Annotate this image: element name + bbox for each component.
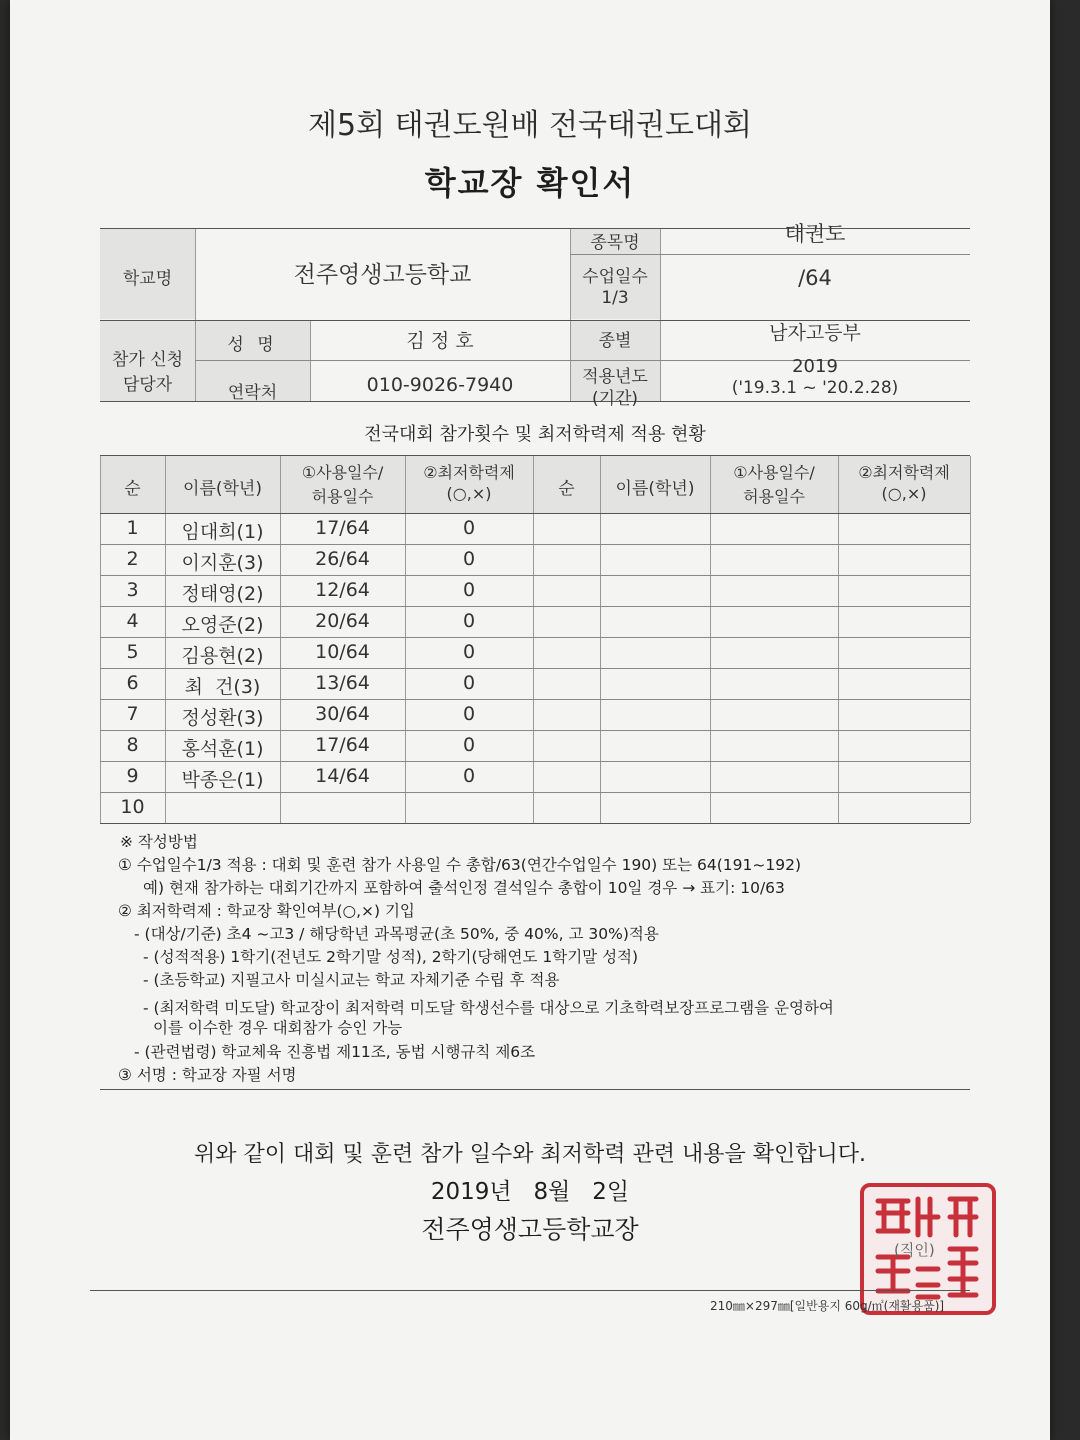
row-days: 13/64 [315, 672, 370, 694]
row-min: 0 [462, 641, 476, 663]
confirmation-date: 2019년 8월 2일 [430, 1179, 630, 1205]
row-min: 0 [462, 672, 476, 694]
row-name: 정성환(3) [181, 707, 264, 729]
row-order: 6 [126, 672, 139, 694]
note-2-law: - (관련법령) 학교체육 진흥법 제11조, 동법 시행규칙 제6조 [134, 1043, 536, 1061]
row-days: 30/64 [315, 703, 370, 725]
table-row-line [100, 513, 970, 514]
row-name: 임대희(1) [181, 521, 264, 543]
notes-heading: ※ 작성방법 [120, 833, 198, 851]
table-row-line [100, 699, 970, 700]
table-row-line [100, 761, 970, 762]
document-subtitle: 학교장 확인서 [424, 164, 636, 202]
header-min-right: ②최저학력제 [858, 463, 950, 482]
days-label: 수업일수 [582, 267, 648, 287]
row-days: 17/64 [315, 734, 370, 756]
year-period-value: ('19.3.1 ~ '20.2.28) [731, 378, 899, 398]
year-value: 2019 [792, 356, 838, 377]
row-name: 오영준(2) [181, 614, 264, 636]
table-row-line [100, 544, 970, 545]
header-order: 순 [124, 479, 141, 499]
table-column-line [600, 456, 601, 823]
document-title: 제5회 태권도원배 전국태권도대회 [308, 108, 752, 143]
header-min: ②최저학력제 [423, 463, 515, 482]
row-min: 0 [462, 517, 476, 539]
note-2: ② 최저학력제 : 학교장 확인여부(○,×) 기입 [118, 902, 415, 920]
row-days: 26/64 [315, 548, 370, 570]
row-min: 0 [462, 610, 476, 632]
info-divider [195, 229, 196, 401]
table-row-line [100, 637, 970, 638]
row-name: 이지훈(3) [181, 552, 264, 574]
row-order: 9 [126, 765, 139, 787]
row-name: 최 건(3) [184, 676, 261, 698]
header-days-2: 허용일수 [311, 487, 374, 506]
table-row-line [100, 606, 970, 607]
row-days: 10/64 [315, 641, 370, 663]
seal-label: (직인) [894, 1241, 935, 1259]
row-order: 7 [126, 703, 139, 725]
row-min: 0 [462, 579, 476, 601]
applicant-label-2: 담당자 [122, 375, 173, 395]
row-min: 0 [462, 765, 476, 787]
note-2-below: - (최저학력 미도달) 학교장이 최저학력 미도달 학생선수를 대상으로 기초학력보장프로그램을 운영하여 [143, 999, 834, 1017]
row-days: 17/64 [315, 517, 370, 539]
header-name-right: 이름(학년) [615, 479, 695, 499]
table-row-line [100, 823, 970, 824]
header-order-right: 순 [558, 479, 575, 499]
table-column-line [710, 456, 711, 823]
gender-value: 남자고등부 [769, 322, 861, 344]
row-order: 10 [120, 796, 145, 818]
table-column-line [970, 456, 971, 823]
note-2-grades: - (성적적용) 1학기(전년도 2학기말 성적), 2학기(당해연도 1학기말 성적) [143, 948, 639, 966]
header-days-right-2: 허용일수 [743, 487, 805, 506]
notes-bottom-border [100, 1089, 970, 1090]
table-row-line [100, 792, 970, 793]
row-name: 정태영(2) [181, 583, 264, 605]
document-page [10, 0, 1050, 1440]
days-ratio-label: 1/3 [601, 288, 629, 308]
confirmation-statement: 위와 같이 대회 및 훈련 참가 일수와 최저학력 관련 내용을 확인합니다. [194, 1142, 866, 1167]
row-min: 0 [462, 548, 476, 570]
note-2-target: - (대상/기준) 초4 ~고3 / 해당학년 과목평균(초 50%, 중 40%, 고 30%)적용 [134, 925, 659, 943]
row-days: 20/64 [315, 610, 370, 632]
note-3: ③ 서명 : 학교장 자필 서명 [118, 1066, 297, 1084]
days-value: /64 [798, 266, 832, 290]
header-days: ①사용일수/ [301, 463, 384, 482]
row-days: 14/64 [315, 765, 370, 787]
info-row-line [570, 254, 970, 255]
year-label: 적용년도 [582, 367, 648, 387]
name-label: 성 명 [227, 335, 278, 355]
row-name: 김용현(2) [181, 645, 264, 667]
header-days-right: ①사용일수/ [733, 463, 815, 482]
note-1: ① 수업일수1/3 적용 : 대회 및 훈련 참가 사용일 수 총합/63(연간수업일수 190) 또는 64(191~192) [118, 856, 801, 874]
table-section-title: 전국대회 참가횟수 및 최저학력제 적용 현황 [364, 424, 706, 445]
paper-spec: 210㎜×297㎜[일반용지 60g/㎡(재활용품)] [710, 1299, 945, 1313]
row-name: 박종은(1) [181, 769, 264, 791]
row-order: 4 [126, 610, 139, 632]
event-label: 종목명 [590, 233, 640, 253]
school-value: 전주영생고등학교 [293, 262, 472, 288]
contact-value: 010-9026-7940 [366, 374, 514, 396]
row-order: 1 [126, 517, 139, 539]
header-min-2: (○,×) [446, 484, 492, 503]
table-column-line [838, 456, 839, 823]
applicant-label: 참가 신청 [111, 350, 184, 370]
row-min: 0 [462, 703, 476, 725]
school-label: 학교명 [122, 269, 173, 289]
header-name: 이름(학년) [183, 479, 262, 499]
gender-label: 종별 [598, 331, 632, 351]
note-1-example: 예) 현재 참가하는 대회기간까지 포함하여 출석인정 결석일수 총합이 10일 경우 → 표기: 10/63 [143, 879, 785, 897]
event-value: 태권도 [784, 222, 846, 246]
row-order: 3 [126, 579, 139, 601]
footer-rule [90, 1290, 970, 1291]
row-order: 2 [126, 548, 139, 570]
table-column-line [533, 456, 534, 823]
note-2-below-2: 이를 이수한 경우 대회참가 승인 가능 [153, 1019, 403, 1037]
header-min-right-2: (○,×) [881, 484, 927, 503]
official-seal [860, 1183, 996, 1315]
row-order: 8 [126, 734, 139, 756]
row-days: 12/64 [315, 579, 370, 601]
table-row-line [100, 730, 970, 731]
year-period-label: (기간) [591, 389, 639, 409]
note-2-elementary: - (초등학교) 지필고사 미실시교는 학교 자체기준 수립 후 적용 [143, 971, 560, 989]
row-min: 0 [462, 734, 476, 756]
row-name: 홍석훈(1) [181, 738, 264, 760]
confirmation-signer: 전주영생고등학교장 [421, 1215, 639, 1244]
table-row-line [100, 575, 970, 576]
name-value: 김 정 호 [406, 330, 474, 352]
contact-label: 연락처 [227, 383, 278, 403]
table-row-line [100, 668, 970, 669]
row-order: 5 [126, 641, 139, 663]
